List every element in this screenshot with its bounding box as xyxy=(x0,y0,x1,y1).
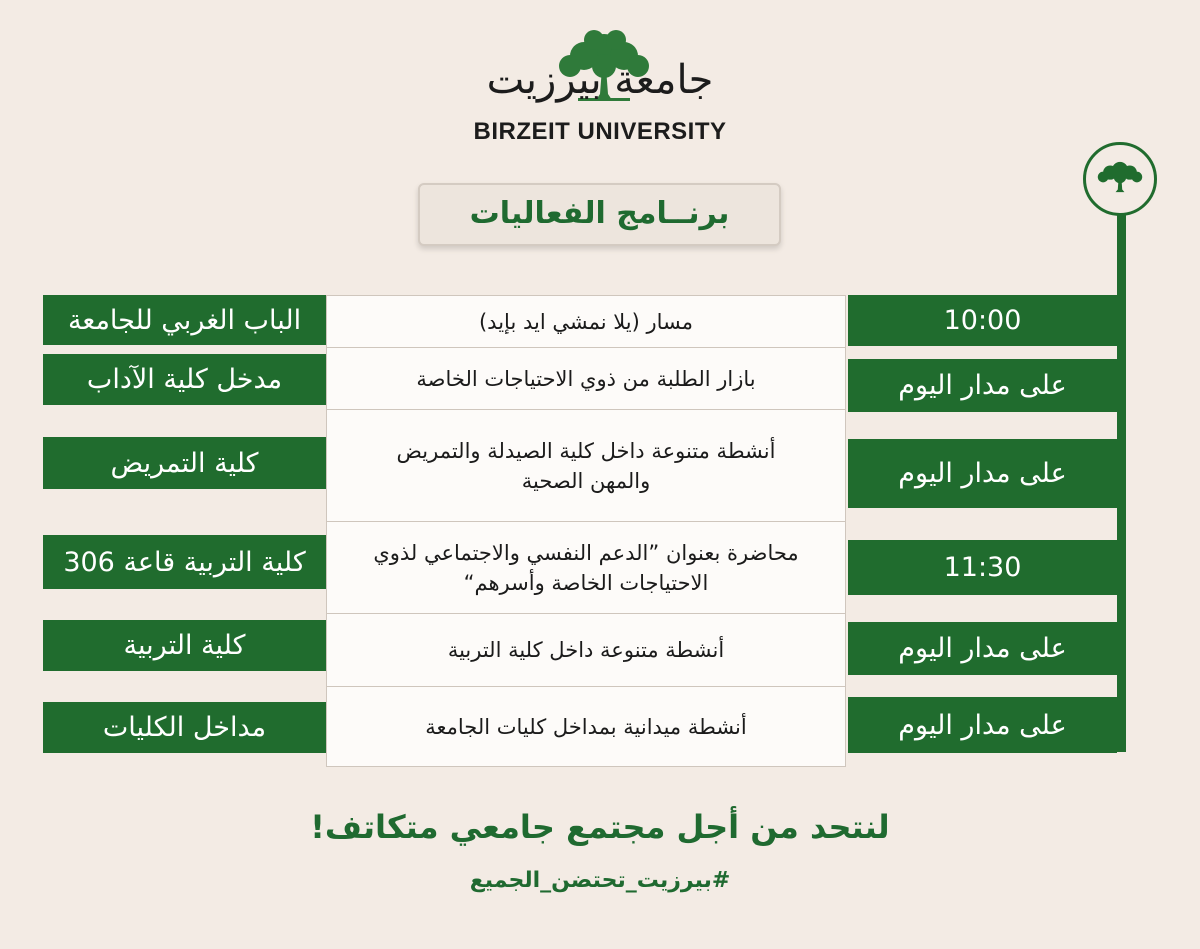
activity-cell: محاضرة بعنوان ”الدعم النفسي والاجتماعي لذوي الاحتياجات الخاصة وأسرهم“ xyxy=(373,540,799,595)
slogan: لنتحد من أجل مجتمع جامعي متكاتف! xyxy=(310,808,890,846)
location-cell: مدخل كلية الآداب xyxy=(43,354,326,405)
location-cell: مداخل الكليات xyxy=(43,702,326,753)
time-cell: 10:00 xyxy=(848,295,1117,346)
timeline-marker xyxy=(1083,142,1157,216)
hashtag: #بيرزيت_تحتضن_الجميع xyxy=(469,868,731,893)
location-cell: الباب الغربي للجامعة xyxy=(43,295,326,345)
olive-tree-icon xyxy=(1096,159,1144,195)
page-title: برنــامج الفعاليات xyxy=(418,183,781,246)
activities-column xyxy=(326,295,846,767)
activity-cell: أنشطة متنوعة داخل كلية الصيدلة والتمريض والمهن الصحية xyxy=(396,438,776,493)
location-cell: كلية التربية xyxy=(43,620,326,671)
time-cell: 11:30 xyxy=(848,540,1117,595)
activity-cell: أنشطة متنوعة داخل كلية التربية xyxy=(447,638,725,662)
time-cell: على مدار اليوم xyxy=(848,439,1117,508)
activity-cell: بازار الطلبة من ذوي الاحتياجات الخاصة xyxy=(416,366,756,391)
university-logo xyxy=(0,0,1200,160)
location-cell: كلية التمريض xyxy=(43,437,326,489)
time-cell: على مدار اليوم xyxy=(848,622,1117,675)
activity-cell: مسار (يلا نمشي ايد بإيد) xyxy=(478,309,694,334)
time-cell: على مدار اليوم xyxy=(848,697,1117,753)
location-cell: كلية التربية قاعة 306 xyxy=(43,535,326,589)
timeline-line xyxy=(1117,200,1126,752)
time-cell: على مدار اليوم xyxy=(848,359,1117,412)
activity-cell: أنشطة ميدانية بمداخل كليات الجامعة xyxy=(425,715,747,739)
university-name-english: BIRZEIT UNIVERSITY xyxy=(473,118,727,145)
university-name-arabic: جامعة بيرزيت xyxy=(486,57,714,103)
